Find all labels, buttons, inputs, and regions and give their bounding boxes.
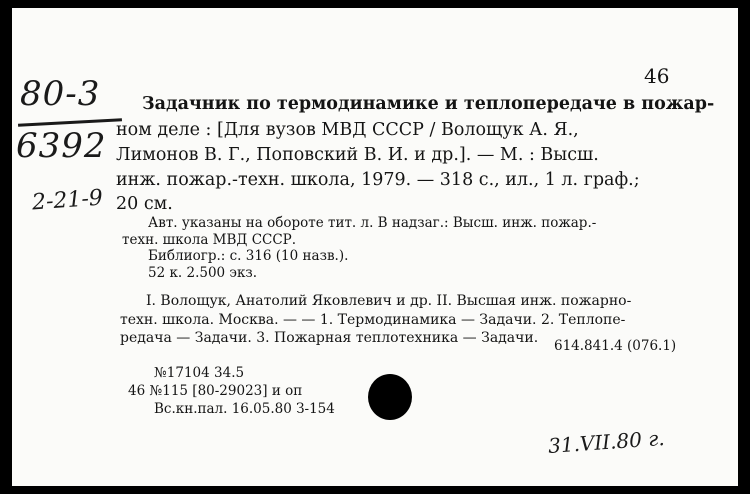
title-line: Задачник по термодинамике и теплопередаче в пожар- bbox=[142, 94, 715, 114]
handwritten-date: 31.VII.80 г. bbox=[547, 425, 666, 459]
note-line: Библиогр.: с. 316 (10 назв.). bbox=[148, 248, 349, 264]
registration-line: 46 №115 [80-29023] и оп bbox=[128, 383, 303, 399]
catalog-card bbox=[12, 8, 738, 486]
title-line: инж. пожар.-техн. школа, 1979. — 318 с., ил., 1 л. граф.; bbox=[116, 170, 640, 190]
page-number: 46 bbox=[644, 64, 670, 88]
added-entry-line: техн. школа. Москва. — — 1. Термодинамика — Задачи. 2. Теплопе- bbox=[120, 312, 626, 328]
note-line: техн. школа МВД СССР. bbox=[122, 232, 297, 248]
note-line: Авт. указаны на обороте тит. л. В надзаг.: Высш. инж. пожар.- bbox=[148, 215, 597, 231]
registration-line: №17104 34.5 bbox=[154, 365, 245, 381]
title-line: Лимонов В. Г., Поповский В. И. и др.]. — М. : Высш. bbox=[116, 145, 599, 165]
shelf-mark-bottom: 6392 bbox=[16, 126, 107, 166]
shelf-mark-top: 80-3 bbox=[20, 74, 101, 114]
registration-line: Вс.кн.пал. 16.05.80 З-154 bbox=[154, 401, 335, 417]
price-copies: 52 к. 2.500 экз. bbox=[148, 265, 258, 281]
added-entry-line: I. Волощук, Анатолий Яковлевич и др. II. Высшая инж. пожарно- bbox=[146, 293, 632, 309]
punch-hole bbox=[368, 374, 412, 420]
title-line: ном деле : [Для вузов МВД СССР / Волощук А. Я., bbox=[116, 120, 579, 140]
added-entry-line: редача — Задачи. 3. Пожарная теплотехника — Задачи. bbox=[120, 330, 539, 346]
udc-code: 614.841.4 (076.1) bbox=[554, 338, 677, 354]
handwritten-note: 2-21-9 bbox=[31, 185, 104, 216]
title-line: 20 см. bbox=[116, 194, 173, 214]
